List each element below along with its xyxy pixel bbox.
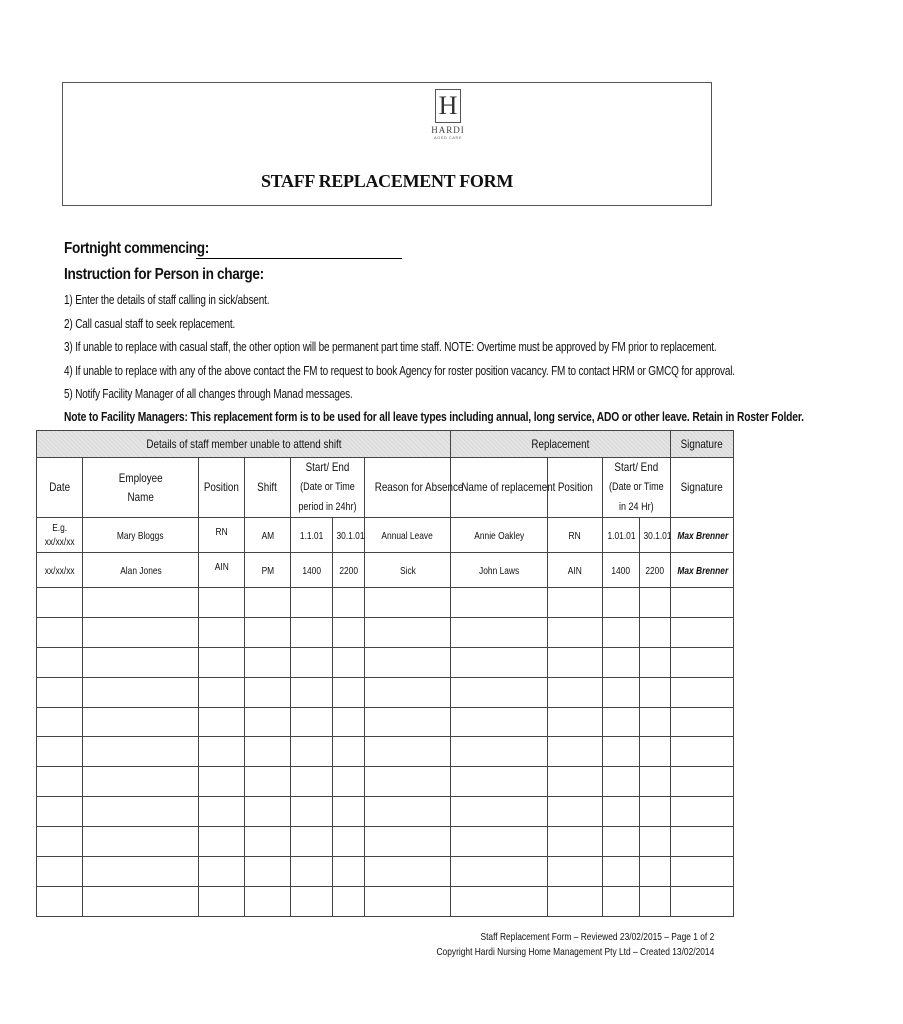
blank-cell[interactable] [291, 677, 333, 707]
blank-table-row [37, 827, 734, 857]
blank-table-row [37, 647, 734, 677]
cell-rep-position[interactable]: RN [548, 518, 603, 553]
blank-cell[interactable] [37, 886, 83, 916]
blank-table-row [37, 707, 734, 737]
group-signature-header: Signature [671, 431, 734, 458]
blank-cell[interactable] [83, 588, 199, 618]
blank-cell[interactable] [451, 886, 548, 916]
cell-start[interactable]: 1.1.01 [291, 518, 333, 553]
blank-cell[interactable] [451, 617, 548, 647]
cell-signature[interactable]: Max Brenner [671, 553, 734, 588]
instruction-item: 4) If unable to replace with any of the above contact the FM to request to book Agency for roster position vacancy. FM to contact HRM or GMCQ for approval. [64, 363, 735, 378]
cell-reason[interactable]: Sick [365, 553, 451, 588]
footer-copyright-line: Copyright Hardi Nursing Home Management Pty Ltd – Created 13/02/2014 [436, 946, 714, 958]
col-replacement-start-end: Start/ End (Date or Time in 24 Hr) [603, 458, 671, 518]
logo-tagline: AGED CARE [433, 135, 463, 140]
col-signature: Signature [671, 458, 734, 518]
blank-cell[interactable] [640, 767, 671, 797]
blank-table-row [37, 886, 734, 916]
blank-cell[interactable] [548, 617, 603, 647]
blank-cell[interactable] [548, 737, 603, 767]
blank-cell[interactable] [640, 886, 671, 916]
cell-employee[interactable]: Mary Bloggs [83, 518, 199, 553]
page-footer [367, 930, 714, 960]
blank-cell[interactable] [671, 797, 734, 827]
fortnight-label: Fortnight commencing: [64, 240, 209, 257]
blank-cell[interactable] [333, 886, 365, 916]
blank-cell[interactable] [365, 797, 451, 827]
logo-name: HARDI [431, 125, 465, 135]
blank-cell[interactable] [671, 588, 734, 618]
blank-cell[interactable] [37, 617, 83, 647]
blank-cell[interactable] [333, 707, 365, 737]
blank-cell[interactable] [245, 827, 291, 857]
blank-cell[interactable] [640, 707, 671, 737]
blank-cell[interactable] [291, 886, 333, 916]
blank-cell[interactable] [37, 857, 83, 887]
col-employee-name: Employee Name [83, 458, 199, 518]
blank-cell[interactable] [199, 767, 245, 797]
blank-cell[interactable] [83, 827, 199, 857]
blank-cell[interactable] [83, 737, 199, 767]
blank-cell[interactable] [291, 857, 333, 887]
blank-cell[interactable] [37, 707, 83, 737]
blank-cell[interactable] [671, 827, 734, 857]
blank-table-row [37, 767, 734, 797]
blank-cell[interactable] [333, 647, 365, 677]
blank-cell[interactable] [333, 797, 365, 827]
cell-rep-start[interactable]: 1400 [603, 553, 640, 588]
cell-rep-end[interactable]: 2200 [640, 553, 671, 588]
blank-cell[interactable] [199, 588, 245, 618]
blank-cell[interactable] [671, 886, 734, 916]
blank-cell[interactable] [245, 886, 291, 916]
blank-cell[interactable] [333, 617, 365, 647]
blank-cell[interactable] [671, 857, 734, 887]
blank-cell[interactable] [37, 737, 83, 767]
cell-start[interactable]: 1400 [291, 553, 333, 588]
blank-cell[interactable] [37, 767, 83, 797]
blank-cell[interactable] [291, 707, 333, 737]
instructions-heading: Instruction for Person in charge: [64, 266, 264, 283]
blank-cell[interactable] [548, 767, 603, 797]
blank-cell[interactable] [291, 737, 333, 767]
blank-cell[interactable] [83, 677, 199, 707]
cell-reason[interactable]: Annual Leave [365, 518, 451, 553]
blank-cell[interactable] [548, 707, 603, 737]
blank-cell[interactable] [83, 797, 199, 827]
cell-shift[interactable]: PM [245, 553, 291, 588]
blank-cell[interactable] [451, 857, 548, 887]
blank-cell[interactable] [603, 886, 640, 916]
blank-table-row [37, 737, 734, 767]
blank-cell[interactable] [199, 677, 245, 707]
blank-cell[interactable] [365, 886, 451, 916]
blank-cell[interactable] [640, 737, 671, 767]
cell-signature[interactable]: Max Brenner [671, 518, 734, 553]
blank-cell[interactable] [365, 737, 451, 767]
blank-cell[interactable] [451, 827, 548, 857]
cell-end[interactable]: 2200 [333, 553, 365, 588]
col-position: Position [199, 458, 245, 518]
blank-cell[interactable] [548, 677, 603, 707]
blank-table-row [37, 677, 734, 707]
blank-cell[interactable] [199, 737, 245, 767]
blank-cell[interactable] [603, 827, 640, 857]
blank-table-row [37, 797, 734, 827]
blank-cell[interactable] [671, 647, 734, 677]
group-replacement-header: Replacement [451, 431, 671, 458]
blank-cell[interactable] [640, 647, 671, 677]
fortnight-input-line[interactable] [196, 258, 402, 259]
table-column-header [37, 458, 734, 518]
blank-cell[interactable] [291, 647, 333, 677]
col-replacement-position: Position [548, 458, 603, 518]
blank-cell[interactable] [671, 617, 734, 647]
instruction-item: 1) Enter the details of staff calling in sick/absent. [64, 293, 270, 307]
hardi-logo [423, 89, 473, 140]
blank-cell[interactable] [365, 767, 451, 797]
blank-cell[interactable] [333, 767, 365, 797]
cell-date[interactable]: E.g. xx/xx/xx [37, 518, 83, 553]
blank-cell[interactable] [245, 767, 291, 797]
blank-table-row [37, 588, 734, 618]
blank-cell[interactable] [333, 827, 365, 857]
blank-cell[interactable] [333, 677, 365, 707]
blank-cell[interactable] [451, 737, 548, 767]
blank-cell[interactable] [291, 617, 333, 647]
blank-cell[interactable] [83, 617, 199, 647]
blank-cell[interactable] [548, 588, 603, 618]
blank-cell[interactable] [199, 707, 245, 737]
blank-cell[interactable] [291, 588, 333, 618]
blank-cell[interactable] [603, 588, 640, 618]
col-date: Date [37, 458, 83, 518]
blank-cell[interactable] [333, 588, 365, 618]
blank-cell[interactable] [37, 647, 83, 677]
blank-cell[interactable] [451, 647, 548, 677]
blank-cell[interactable] [199, 886, 245, 916]
blank-cell[interactable] [199, 797, 245, 827]
facility-manager-note: Note to Facility Managers: This replacement form is to be used for all leave types including annual, long service, ADO or other leave. Retain in Roster Folder. [64, 409, 804, 424]
blank-cell[interactable] [548, 827, 603, 857]
blank-cell[interactable] [291, 797, 333, 827]
blank-cell[interactable] [603, 617, 640, 647]
blank-cell[interactable] [245, 677, 291, 707]
blank-cell[interactable] [365, 677, 451, 707]
instructions-list [64, 293, 903, 411]
table-row [37, 518, 734, 553]
blank-cell[interactable] [37, 797, 83, 827]
blank-cell[interactable] [548, 647, 603, 677]
blank-cell[interactable] [245, 737, 291, 767]
instruction-item: 2) Call casual staff to seek replacement. [64, 316, 236, 331]
blank-cell[interactable] [548, 857, 603, 887]
blank-cell[interactable] [451, 588, 548, 618]
cell-replacement[interactable]: Annie Oakley [451, 518, 548, 553]
blank-cell[interactable] [548, 886, 603, 916]
blank-cell[interactable] [365, 617, 451, 647]
blank-cell[interactable] [245, 617, 291, 647]
group-details-header: Details of staff member unable to attend shift [37, 431, 451, 458]
cell-rep-end[interactable]: 30.1.01 [640, 518, 671, 553]
blank-cell[interactable] [603, 707, 640, 737]
cell-position[interactable]: RN [199, 518, 245, 553]
footer-review-line: Staff Replacement Form – Reviewed 23/02/2015 – Page 1 of 2 [480, 931, 714, 943]
blank-cell[interactable] [245, 588, 291, 618]
blank-cell[interactable] [37, 677, 83, 707]
blank-cell[interactable] [365, 857, 451, 887]
blank-cell[interactable] [37, 588, 83, 618]
blank-cell[interactable] [245, 797, 291, 827]
blank-cell[interactable] [671, 737, 734, 767]
blank-cell[interactable] [245, 707, 291, 737]
col-reason: Reason for Absence [365, 458, 451, 518]
blank-cell[interactable] [671, 707, 734, 737]
blank-cell[interactable] [603, 767, 640, 797]
blank-cell[interactable] [245, 857, 291, 887]
blank-cell[interactable] [83, 857, 199, 887]
blank-cell[interactable] [199, 857, 245, 887]
blank-cell[interactable] [365, 827, 451, 857]
instruction-item: 5) Notify Facility Manager of all changes through Manad messages. [64, 387, 353, 401]
blank-cell[interactable] [199, 827, 245, 857]
blank-cell[interactable] [451, 707, 548, 737]
blank-cell[interactable] [603, 797, 640, 827]
table-group-header [37, 431, 734, 458]
logo-letter: H [435, 89, 461, 123]
blank-cell[interactable] [451, 797, 548, 827]
blank-cell[interactable] [365, 707, 451, 737]
blank-cell[interactable] [37, 827, 83, 857]
cell-employee[interactable]: Alan Jones [83, 553, 199, 588]
cell-replacement[interactable]: John Laws [451, 553, 548, 588]
cell-end[interactable]: 30.1.01 [333, 518, 365, 553]
blank-cell[interactable] [603, 737, 640, 767]
blank-cell[interactable] [83, 886, 199, 916]
blank-cell[interactable] [365, 588, 451, 618]
blank-cell[interactable] [291, 767, 333, 797]
page-title: STAFF REPLACEMENT FORM [260, 171, 514, 191]
col-start-end: Start/ End (Date or Time period in 24hr) [291, 458, 365, 518]
blank-cell[interactable] [603, 857, 640, 887]
cell-position[interactable]: AIN [199, 553, 245, 588]
header-box [62, 82, 712, 206]
cell-rep-position[interactable]: AIN [548, 553, 603, 588]
blank-cell[interactable] [640, 588, 671, 618]
blank-cell[interactable] [199, 647, 245, 677]
blank-cell[interactable] [548, 797, 603, 827]
blank-cell[interactable] [83, 707, 199, 737]
blank-cell[interactable] [451, 767, 548, 797]
blank-cell[interactable] [451, 677, 548, 707]
blank-cell[interactable] [640, 827, 671, 857]
blank-cell[interactable] [291, 827, 333, 857]
blank-cell[interactable] [365, 647, 451, 677]
blank-cell[interactable] [199, 617, 245, 647]
blank-cell[interactable] [640, 857, 671, 887]
instruction-item: 3) If unable to replace with casual staff, the other option will be permanent part time staff. NOTE: Overtime must be approved by FM prior to replacement. [64, 340, 717, 354]
cell-rep-start[interactable]: 1.01.01 [603, 518, 640, 553]
blank-table-row [37, 857, 734, 887]
blank-cell[interactable] [333, 737, 365, 767]
blank-cell[interactable] [245, 647, 291, 677]
blank-cell[interactable] [671, 677, 734, 707]
blank-cell[interactable] [83, 647, 199, 677]
blank-cell[interactable] [333, 857, 365, 887]
blank-cell[interactable] [671, 767, 734, 797]
blank-cell[interactable] [603, 677, 640, 707]
cell-shift[interactable]: AM [245, 518, 291, 553]
blank-cell[interactable] [640, 797, 671, 827]
blank-cell[interactable] [603, 647, 640, 677]
replacement-table [36, 430, 734, 917]
col-replacement-name: Name of replacement [451, 458, 548, 518]
col-shift: Shift [245, 458, 291, 518]
blank-cell[interactable] [640, 677, 671, 707]
cell-date[interactable]: xx/xx/xx [37, 553, 83, 588]
blank-cell[interactable] [640, 617, 671, 647]
blank-cell[interactable] [83, 767, 199, 797]
table-row [37, 553, 734, 588]
blank-table-row [37, 617, 734, 647]
